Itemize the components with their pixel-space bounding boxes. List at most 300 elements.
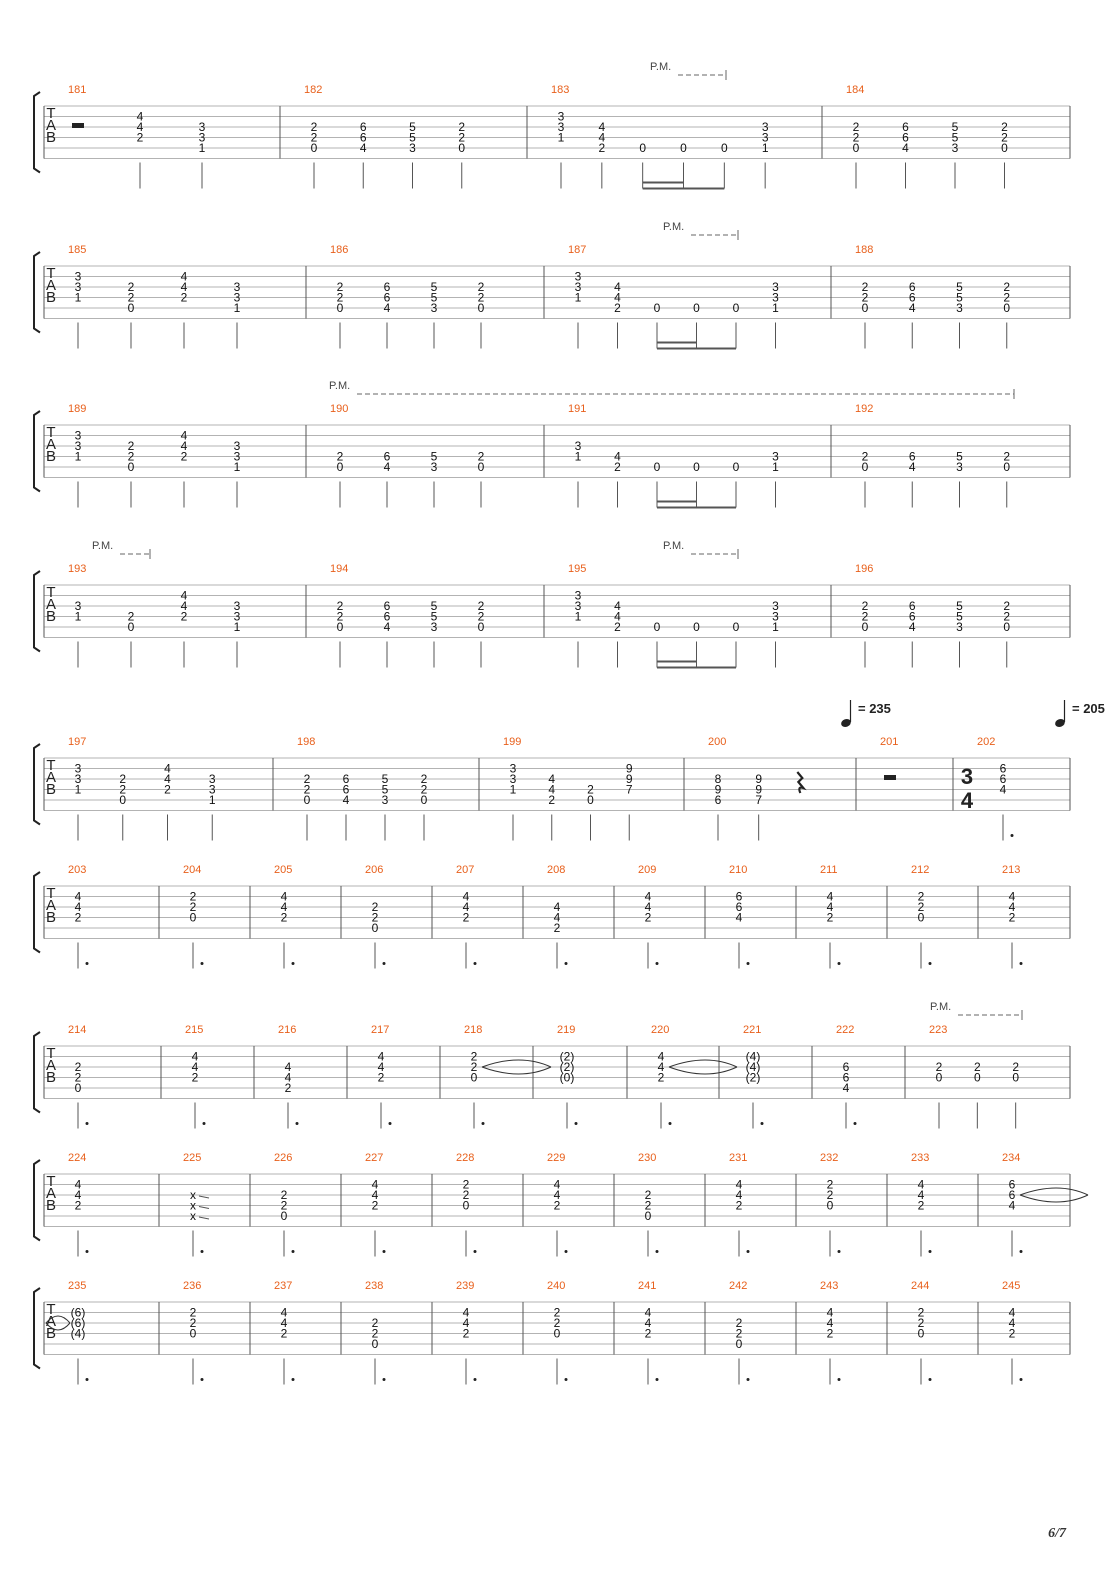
fret-number: 2 [826,910,834,925]
fret-number: 4 [644,900,652,914]
fret-number: x [190,1188,196,1202]
fret-number: 4 [826,889,834,904]
fret-number: 2 [420,772,428,786]
fret-number: 6 [1008,1188,1016,1202]
tab-system [34,380,1070,508]
fret-number: 2 [826,1188,834,1202]
fret-number: 4 [614,599,621,613]
fret-number: 6 [908,609,916,624]
fret-number: 2 [735,1198,743,1213]
fret-number: 4 [826,900,834,914]
measure-number: 231 [729,1152,748,1164]
measure-number: 220 [651,1024,670,1036]
fret-number: 0 [653,620,661,634]
measure-number: 191 [568,403,587,415]
fret-number: 2 [852,120,860,134]
dotted-note-dot [474,1378,477,1381]
fret-number: 9 [625,772,633,786]
fret-number: 2 [371,900,379,914]
fret-number: 2 [371,910,379,925]
fret-number: 2 [303,772,311,786]
fret-number: 2 [917,900,925,914]
fret-number: 0 [310,141,318,155]
fret-number: 4 [917,1188,925,1202]
fret-number: 4 [284,1070,292,1085]
tab-clef-letter: B [45,781,57,798]
fret-number: 0 [458,141,466,155]
fret-number: 2 [336,609,344,624]
measure-number: 198 [297,736,316,748]
measure-number: 201 [880,736,899,748]
tab-clef-letter: T [46,584,56,601]
dotted-note-dot [292,1250,295,1253]
measure-number: 245 [1002,1280,1021,1292]
fret-number: 3 [233,280,241,294]
fret-number: 0 [917,910,925,925]
fret-number: 2 [371,1198,379,1213]
fret-number: 4 [1008,1198,1016,1213]
fret-number: 6 [999,772,1007,786]
dotted-note-dot [669,1122,672,1125]
page-number: 6/7 [1048,1526,1066,1541]
measure-number: 225 [183,1152,202,1164]
fret-number: 2 [74,1070,82,1085]
fret-number: 1 [772,301,779,315]
measure-number: 235 [68,1280,87,1292]
fret-number: 2 [458,120,466,134]
fret-number: 1 [233,301,241,315]
fret-number: 2 [371,1326,379,1341]
fret-number: 5 [430,599,438,613]
dotted-note-dot [201,962,204,965]
fret-number: 6 [735,900,743,914]
fret-number: 2 [127,449,135,464]
fret-number: 1 [574,290,582,305]
measure-number: 238 [365,1280,384,1292]
tab-system [34,1280,1070,1385]
dotted-note-dot [656,1378,659,1381]
fret-number: 4 [371,1177,379,1192]
dotted-note-dot [854,1122,857,1125]
measure-number: 228 [456,1152,475,1164]
fret-number: 3 [208,782,216,797]
fret-number: 0 [1003,301,1011,315]
dotted-note-dot [383,962,386,965]
fret-number: 0 [826,1198,834,1213]
fret-number: 4 [180,428,188,443]
fret-number: 2 [336,280,344,294]
system-bracket [34,1160,40,1241]
measure-number: 239 [456,1280,475,1292]
system-bracket [34,872,40,953]
fret-number: (2) [559,1060,575,1074]
dotted-note-dot [474,1250,477,1253]
fret-number: 3 [198,120,206,134]
fret-number: 0 [477,460,485,474]
fret-number: x [190,1209,196,1223]
fret-number: 2 [644,1198,652,1213]
tab-clef-letter: A [45,1313,57,1330]
fret-number: 0 [680,141,687,155]
fret-number: 0 [735,1337,743,1351]
fret-number: 1 [574,449,582,464]
fret-number: 2 [310,120,318,134]
fret-number: 3 [74,428,82,443]
fret-number: 2 [189,1316,197,1330]
fret-number: 0 [336,460,344,474]
fret-number: 2 [462,910,470,925]
fret-number: 2 [420,782,428,797]
fret-number: 4 [164,772,171,786]
tab-system [34,864,1070,969]
fret-number: 2 [280,910,288,925]
tab-clef-letter: A [45,1057,57,1074]
fret-number: 1 [74,782,82,797]
system-bracket [34,571,40,652]
fret-number: 3 [574,599,582,613]
measure-number: 205 [274,864,293,876]
fret-number: 4 [74,1188,82,1202]
fret-number: 3 [772,609,779,624]
slide-mark [199,1196,209,1198]
dotted-note-dot [565,1378,568,1381]
fret-number: 2 [1012,1060,1020,1074]
fret-number: 1 [233,460,241,474]
fret-number: (2) [559,1049,575,1064]
measure-number: 230 [638,1152,657,1164]
fret-number: 4 [1008,889,1016,904]
fret-number: 6 [842,1060,850,1074]
fret-number: 2 [119,782,127,797]
tab-clef-letter: T [46,424,56,441]
fret-number: 2 [973,1060,981,1074]
fret-number: 3 [574,280,582,294]
measure-number: 203 [68,864,87,876]
tab-clef-letter: T [46,757,56,774]
fret-number: 2 [1003,290,1011,305]
fret-number: 0 [336,620,344,634]
fret-number: 0 [127,460,135,474]
fret-number: 3 [74,269,82,284]
measure-number: 237 [274,1280,293,1292]
fret-number: 4 [280,1305,288,1320]
fret-number: 3 [557,109,565,124]
fret-number: 3 [74,439,82,453]
fret-number: 4 [74,889,82,904]
fret-number: 2 [917,1305,925,1320]
fret-number: 0 [477,301,485,315]
fret-number: 2 [553,1316,561,1330]
dotted-note-dot [761,1122,764,1125]
fret-number: 0 [336,301,344,315]
tab-clef-letter: T [46,265,56,282]
measure-number: 188 [855,244,874,256]
system-bracket [34,411,40,492]
fret-number: 0 [477,620,485,634]
fret-number: 0 [861,620,869,634]
fret-number: 3 [74,599,82,613]
fret-number: 9 [755,782,763,797]
fret-number: 2 [280,1198,288,1213]
dotted-note-dot [747,1250,750,1253]
fret-number: 1 [772,620,779,634]
fret-number: 6 [908,280,916,294]
fret-number: 4 [383,460,391,474]
fret-number: 4 [1008,1316,1016,1330]
fret-number: 7 [625,782,633,797]
fret-number: 2 [644,1188,652,1202]
fret-number: 2 [127,439,135,453]
fret-number: 4 [462,900,470,914]
fret-number: (6) [70,1305,86,1320]
dotted-note-dot [929,1250,932,1253]
fret-number: 4 [644,1305,652,1320]
fret-number: 2 [735,1316,743,1330]
measure-number: 242 [729,1280,748,1292]
measure-number: 181 [68,84,87,96]
fret-number: 2 [917,1316,925,1330]
measure-number: 184 [846,84,865,96]
fret-number: 3 [430,301,438,315]
fret-number: 1 [233,620,241,634]
tempo-mark: = 205 [1072,701,1105,716]
tab-clef-letter: A [45,1185,57,1202]
fret-number: x [190,1198,196,1213]
fret-number: 2 [553,1198,561,1213]
fret-number: 3 [509,761,517,776]
fret-number: 4 [657,1049,665,1064]
fret-number: 4 [164,761,171,776]
dotted-note-dot [656,962,659,965]
fret-number: 5 [430,609,438,624]
measure-number: 215 [185,1024,204,1036]
dotted-note-dot [656,1250,659,1253]
fret-number: 3 [772,599,779,613]
fret-number: 2 [127,290,135,305]
fret-number: 2 [657,1070,665,1085]
palm-mute-label: P.M. [663,221,685,233]
fret-number: 5 [956,609,963,624]
measure-number: 229 [547,1152,566,1164]
fret-number: 2 [180,449,188,464]
measure-number: 195 [568,563,587,575]
fret-number: 6 [383,449,391,464]
measure-number: 226 [274,1152,293,1164]
fret-number: 6 [908,599,916,613]
fret-number: 4 [462,889,470,904]
fret-number: 0 [1012,1070,1020,1085]
fret-number: 6 [714,793,722,807]
dotted-note-dot [383,1378,386,1381]
fret-number: 4 [136,120,144,134]
fret-number: 4 [371,1188,379,1202]
fret-number: 0 [861,460,869,474]
fret-number: (4) [70,1326,86,1341]
fret-number: 2 [74,1198,82,1213]
fret-number: 2 [861,290,869,305]
fret-number: 4 [644,889,652,904]
fret-number: 5 [956,449,963,464]
dotted-note-dot [1020,1250,1023,1253]
fret-number: 2 [826,1326,834,1341]
fret-number: 2 [462,1188,470,1202]
fret-number: 0 [189,910,197,925]
measure-number: 219 [557,1024,576,1036]
fret-number: 4 [908,620,916,634]
fret-number: 5 [951,120,959,134]
fret-number: 0 [127,620,135,634]
dotted-note-dot [838,1378,841,1381]
fret-number: 2 [477,280,485,294]
fret-number: 3 [761,120,769,134]
fret-number: (4) [745,1060,761,1074]
fret-number: 3 [574,588,582,603]
fret-number: 4 [462,1316,470,1330]
fret-number: 2 [74,910,82,925]
fret-number: 2 [1001,130,1008,145]
fret-number: 3 [233,290,241,305]
fret-number: 2 [614,301,621,315]
fret-number: 3 [951,141,959,155]
fret-number: 3 [574,269,582,284]
fret-number: 2 [644,910,652,925]
palm-mute-label: P.M. [329,380,351,392]
measure-number: 187 [568,244,587,256]
fret-number: 2 [189,889,197,904]
dotted-note-dot [292,1378,295,1381]
half-rest [884,775,896,780]
fret-number: 6 [902,120,909,134]
dotted-note-dot [747,962,750,965]
fret-number: 2 [1003,449,1011,464]
fret-number: 2 [1008,910,1016,925]
tab-clef-letter: B [45,448,57,465]
fret-number: 2 [127,280,135,294]
fret-number: 3 [430,620,438,634]
measure-number: 197 [68,736,87,748]
fret-number: 2 [477,609,485,624]
fret-number: 0 [732,301,740,315]
tab-system [34,700,1105,841]
fret-number: 2 [644,1326,652,1341]
fret-number: 3 [233,439,241,453]
measure-number: 221 [743,1024,762,1036]
fret-number: 1 [557,130,565,145]
fret-number: 2 [917,889,925,904]
dotted-note-dot [86,1122,89,1125]
fret-number: 2 [189,900,197,914]
fret-number: 2 [852,130,860,145]
fret-number: 3 [761,130,769,145]
fret-number: 4 [657,1060,665,1074]
fret-number: 2 [598,141,606,155]
fret-number: 2 [614,460,621,474]
fret-number: 6 [342,772,350,786]
dotted-note-dot [86,962,89,965]
fret-number: 4 [191,1049,199,1064]
measure-number: 234 [1002,1152,1021,1164]
fret-number: 5 [956,290,963,305]
fret-number: 2 [826,1177,834,1192]
slide-mark [199,1217,209,1219]
palm-mute-label: P.M. [650,61,672,73]
tab-clef-letter: T [46,1301,56,1318]
fret-number: 3 [74,772,82,786]
fret-number: 2 [1001,120,1008,134]
fret-number: 3 [430,460,438,474]
time-signature-denominator: 4 [960,788,974,813]
fret-number: 2 [548,793,556,807]
fret-number: 1 [772,460,779,474]
fret-number: 2 [189,1305,197,1320]
fret-number: 2 [180,609,188,624]
fret-number: 4 [842,1081,850,1095]
fret-number: 0 [935,1070,943,1085]
fret-number: 0 [303,793,311,807]
fret-number: 0 [127,301,135,315]
fret-number: 3 [381,793,389,807]
fret-number: 6 [383,609,391,624]
fret-number: 6 [383,280,391,294]
fret-number: 2 [614,620,621,634]
fret-number: 4 [383,620,391,634]
fret-number: 0 [693,460,700,474]
dotted-note-dot [565,962,568,965]
tab-system [34,540,1070,668]
fret-number: 2 [1003,280,1011,294]
fret-number: 8 [714,772,722,786]
tab-system [34,1001,1070,1129]
measure-number: 223 [929,1024,948,1036]
fret-number: 1 [574,609,582,624]
palm-mute-label: P.M. [930,1001,952,1013]
measure-number: 208 [547,864,566,876]
fret-number: 5 [409,130,416,145]
measure-number: 241 [638,1280,657,1292]
fret-number: (6) [70,1316,86,1330]
fret-number: 1 [74,609,82,624]
fret-number: 3 [509,772,517,786]
fret-number: 5 [430,449,438,464]
fret-number: 9 [625,761,633,776]
fret-number: 4 [1008,900,1016,914]
fret-number: 2 [735,1326,743,1341]
fret-number: 2 [371,1316,379,1330]
fret-number: 3 [956,460,963,474]
fret-number: 0 [917,1326,925,1341]
tab-system [34,1152,1088,1257]
measure-number: 216 [278,1024,297,1036]
fret-number: 3 [208,772,216,786]
tab-clef-letter: T [46,1045,56,1062]
fret-number: 6 [359,120,367,134]
fret-number: 2 [861,449,869,464]
dotted-note-dot [86,1378,89,1381]
tab-system [34,61,1070,189]
fret-number: 1 [198,141,206,155]
fret-number: 6 [908,449,916,464]
fret-number: 2 [303,782,311,797]
fret-number: 0 [852,141,860,155]
fret-number: 5 [381,772,389,786]
dotted-note-dot [474,962,477,965]
tab-clef-letter: T [46,1173,56,1190]
fret-number: 2 [74,1060,82,1074]
fret-number: 2 [462,1177,470,1192]
fret-number: 0 [653,460,661,474]
fret-number: 0 [587,793,594,807]
tab-clef-letter: B [45,1325,57,1342]
